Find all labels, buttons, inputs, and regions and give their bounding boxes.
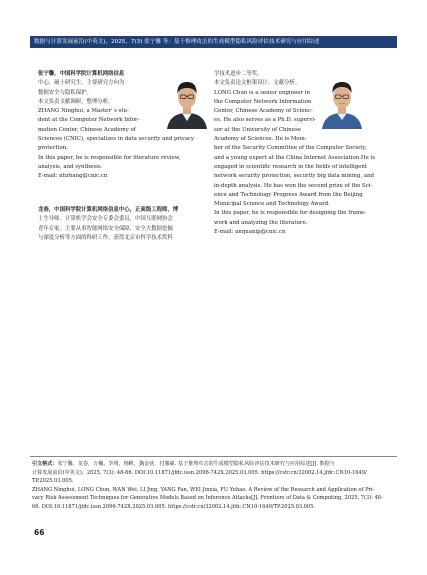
citation-text: 张宁馨，龙春，万巍，李靖，杨帆，魏金侠，付豫豪. 基于推理攻击的生成模型隐私风险评估技术研究与应用综述[J]. 数据与 [57, 461, 335, 467]
citation-line: ZHANG Ninghui, LONG Chun, WAN Wei, LI Jing, YANG Fan, WEI Jinxia, FU Yuhao. A Review of the Research and Application of Pri- [32, 486, 375, 493]
author-bio-long-part1 [38, 206, 208, 243]
citation-line: vacy Risk Assessment Techniques for Generative Models Based on Inference Attacks[J]. Frontiers of Data & Computing, 2025, 7(3): 48- [32, 495, 383, 502]
bio-line: analysis, and synthesis. [38, 163, 103, 170]
running-title: 数据与计算发展前沿(中英文)，2025，7(3) 张宁馨 等：基于推理攻击的生成模型隐私风险评估技术研究与应用综述 [34, 39, 320, 45]
bio-line: Sciences (CNIC), specializes in data security and privacy [38, 136, 195, 143]
bio-line: sor at the University of Chinese [214, 126, 301, 133]
citation-line[interactable]: 66. DOI:10.11871/jfdc.issn.2096-742X.2025.03.005. https://cstr.cn/32002.14.jfdc.CN10-1649/TP.2025.03.005. [32, 503, 316, 510]
bio-line: 龙春，中国科学院计算机网络信息中心，正高级工程师，博 [38, 207, 179, 213]
bio-line: 与深度分析等方面的科研工作，获得北京市科学技术奖科 [38, 234, 173, 241]
bio-line: 青年专家。主要从事智能网络安全保障、安全大数据挖掘 [38, 225, 173, 232]
bio-line: 本文负责文献调研，整理分析。 [38, 98, 114, 105]
bio-line: 数据安全与隐私保护。 [38, 89, 92, 96]
bio-line: dent at the Computer Network Infor- [38, 117, 140, 124]
bio-line: ber of the Security Committee of the Computer Society, [214, 145, 367, 152]
bio-line: network security protection, security big data mining, and [214, 173, 374, 180]
author-bio-zhang [38, 70, 228, 182]
bio-line: ZHANG Ninghui, a Master' s stu- [38, 108, 129, 115]
bio-email[interactable]: E-mail: nhzhang@cnic.cn [38, 173, 108, 180]
bio-line: es. He also serves as a Ph.D. supervi- [214, 117, 316, 124]
bio-line: In this paper, he is responsible for literature review, [38, 154, 181, 161]
bio-line: 学技术进步二等奖。 [214, 71, 263, 77]
citation-line[interactable]: 计算发展前沿(中英文)，2025, 7(3): 48-66. DOI:10.11871/jfdc.issn.2096-742X.2025.03.005. https://cstr.cn/32002.14.jfdc.CN10-1649/ [32, 469, 367, 476]
bio-line: and a young expert at the China Internet Association.He is [214, 154, 375, 161]
bio-line: 张宁馨，中国科学院计算机网络信息 [38, 71, 125, 77]
bio-line: Academy of Sciences. He is Mem- [214, 136, 307, 143]
bio-line: the Computer Network Information [214, 98, 312, 105]
citation-divider [30, 456, 397, 457]
bio-line: 中心，硕士研究生，主要研究方向为 [38, 80, 125, 87]
bio-line: LONG Chun is a senior engineer in [214, 89, 310, 96]
bio-line: engaged in scientific research in the fields of intelligent [214, 163, 367, 170]
running-header [30, 36, 397, 48]
page-number: 66 [34, 528, 45, 537]
bio-line: 士生导师。计算机学会安全专委会委员，中国互联网协会 [38, 216, 173, 223]
citation-label: 引文格式： [32, 461, 58, 467]
bio-email[interactable]: E-mail: anquanip@cnic.cn [214, 229, 286, 236]
bio-line: work and analyzing the literature. [214, 219, 308, 226]
bio-line: ence and Technology Progress Award from the Beijing [214, 191, 363, 198]
citation-line [32, 460, 394, 469]
author-bio-long-part2 [214, 70, 399, 237]
bio-line: Municipal Science and Technology Award. [214, 201, 330, 208]
bio-line: in-depth analysis. He has won the second prize of the Sci- [214, 182, 373, 189]
bio-line: mation Center, Chinese Academy of [38, 126, 136, 133]
bio-line: In this paper, he is responsible for designing the frame- [214, 210, 367, 217]
bio-line: protection. [38, 145, 68, 152]
bio-line: 本文负责论文框架设计、文献分析。 [214, 80, 301, 87]
bio-line: Center, Chinese Academy of Scienc- [214, 108, 313, 115]
citation-block [32, 460, 394, 512]
citation-line: TP.2025.03.005. [32, 478, 74, 485]
